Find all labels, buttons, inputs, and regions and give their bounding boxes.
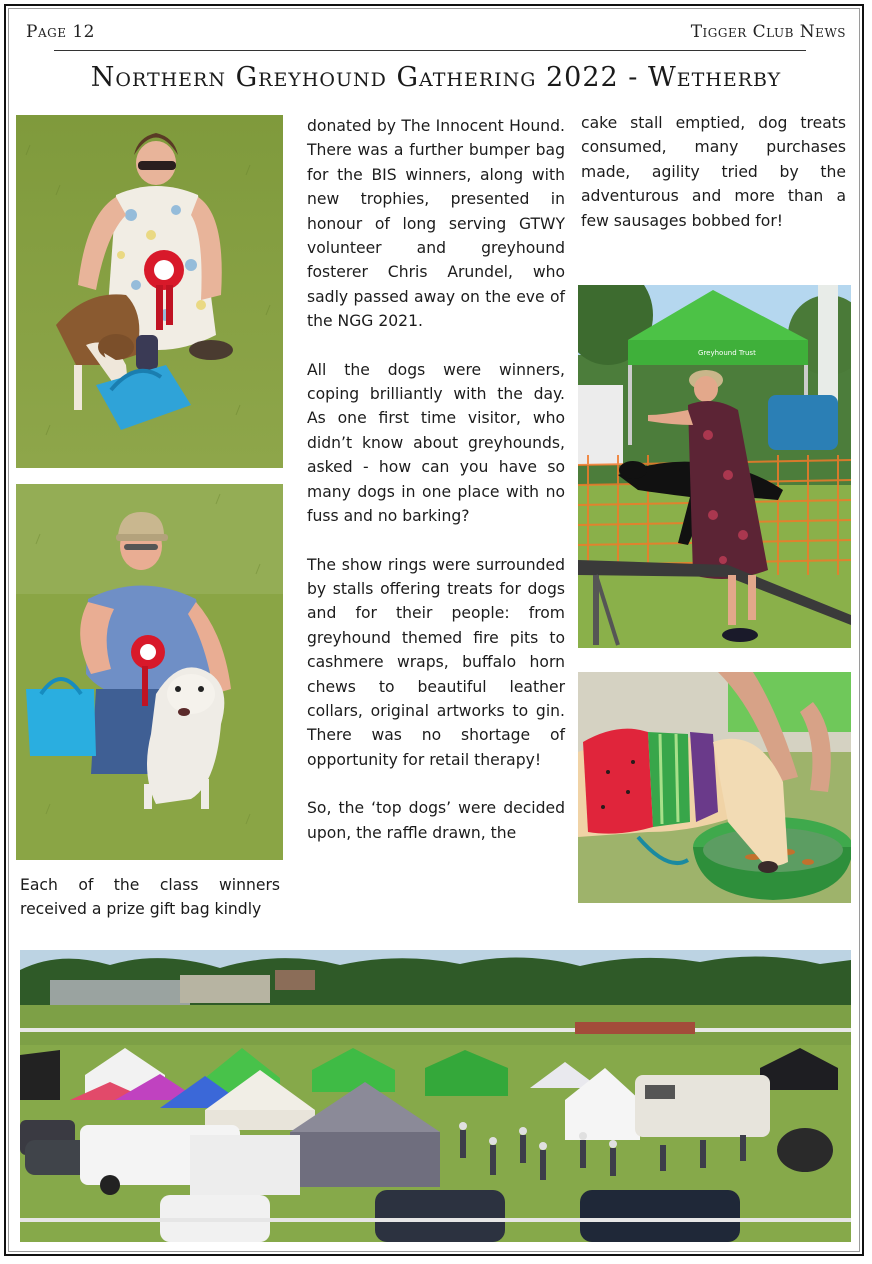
photo-woman-with-hound-image: [16, 115, 283, 468]
photo-woman-with-hound: [16, 115, 283, 468]
photo-agility-course-image: [578, 285, 851, 648]
caption-line-1: Each of the class winners: [20, 876, 280, 894]
paragraph-stalls: The show rings were surrounded by stalls offering treats for dogs and for their people: from greyhound themed fire pits to cashmere wraps, buffalo horn chews to beautiful leather collars, original artworks to gin. There was no shortage of opportunity for retail therapy!: [307, 555, 565, 769]
photo-man-with-terrier: [16, 484, 283, 860]
photo-man-with-terrier-image: [16, 484, 283, 860]
page-number: Page 12: [26, 22, 95, 42]
caption-line-2: received a prize gift bag kindly: [20, 900, 262, 919]
paragraph-donated: donated by The Innocent Hound. There was a further bumper bag for the BIS winners, along with new trophies, presented in honour of long serving GTWY volunteer and greyhound fosterer Chris Arundel, who sadly passed away on the eve of the NGG 2021.: [307, 117, 565, 331]
photo-showground-panorama-image: [20, 950, 851, 1242]
photo-sausage-bobbing: [578, 672, 851, 903]
photo-sausage-bobbing-image: [578, 672, 851, 903]
paragraph-cake-stall: cake stall emptied, dog treats consumed, many purchases made, agility tried by the adventurous and more than a few sausages bobbed for!: [581, 114, 846, 230]
right-column: [581, 111, 846, 257]
article-title: Northern Greyhound Gathering 2022 - Wetherby: [90, 62, 782, 93]
header-rule: [54, 50, 806, 51]
photo-showground-panorama: [20, 950, 851, 1242]
photo-agility-course: [578, 285, 851, 648]
photo-caption: [20, 873, 280, 922]
middle-column: [307, 114, 565, 869]
paragraph-winners: All the dogs were winners, coping brilliantly with the day. As one first time visitor, who didn’t know about greyhounds, asked - how can you have so many dogs in one place with no fuss and no barking?: [307, 360, 565, 526]
tent-sign-text: Greyhound Trust: [698, 349, 756, 357]
newsletter-name: Tigger Club News: [690, 22, 846, 42]
paragraph-top-dogs: So, the ‘top dogs’ were decided upon, the raffle drawn, the: [307, 799, 565, 842]
